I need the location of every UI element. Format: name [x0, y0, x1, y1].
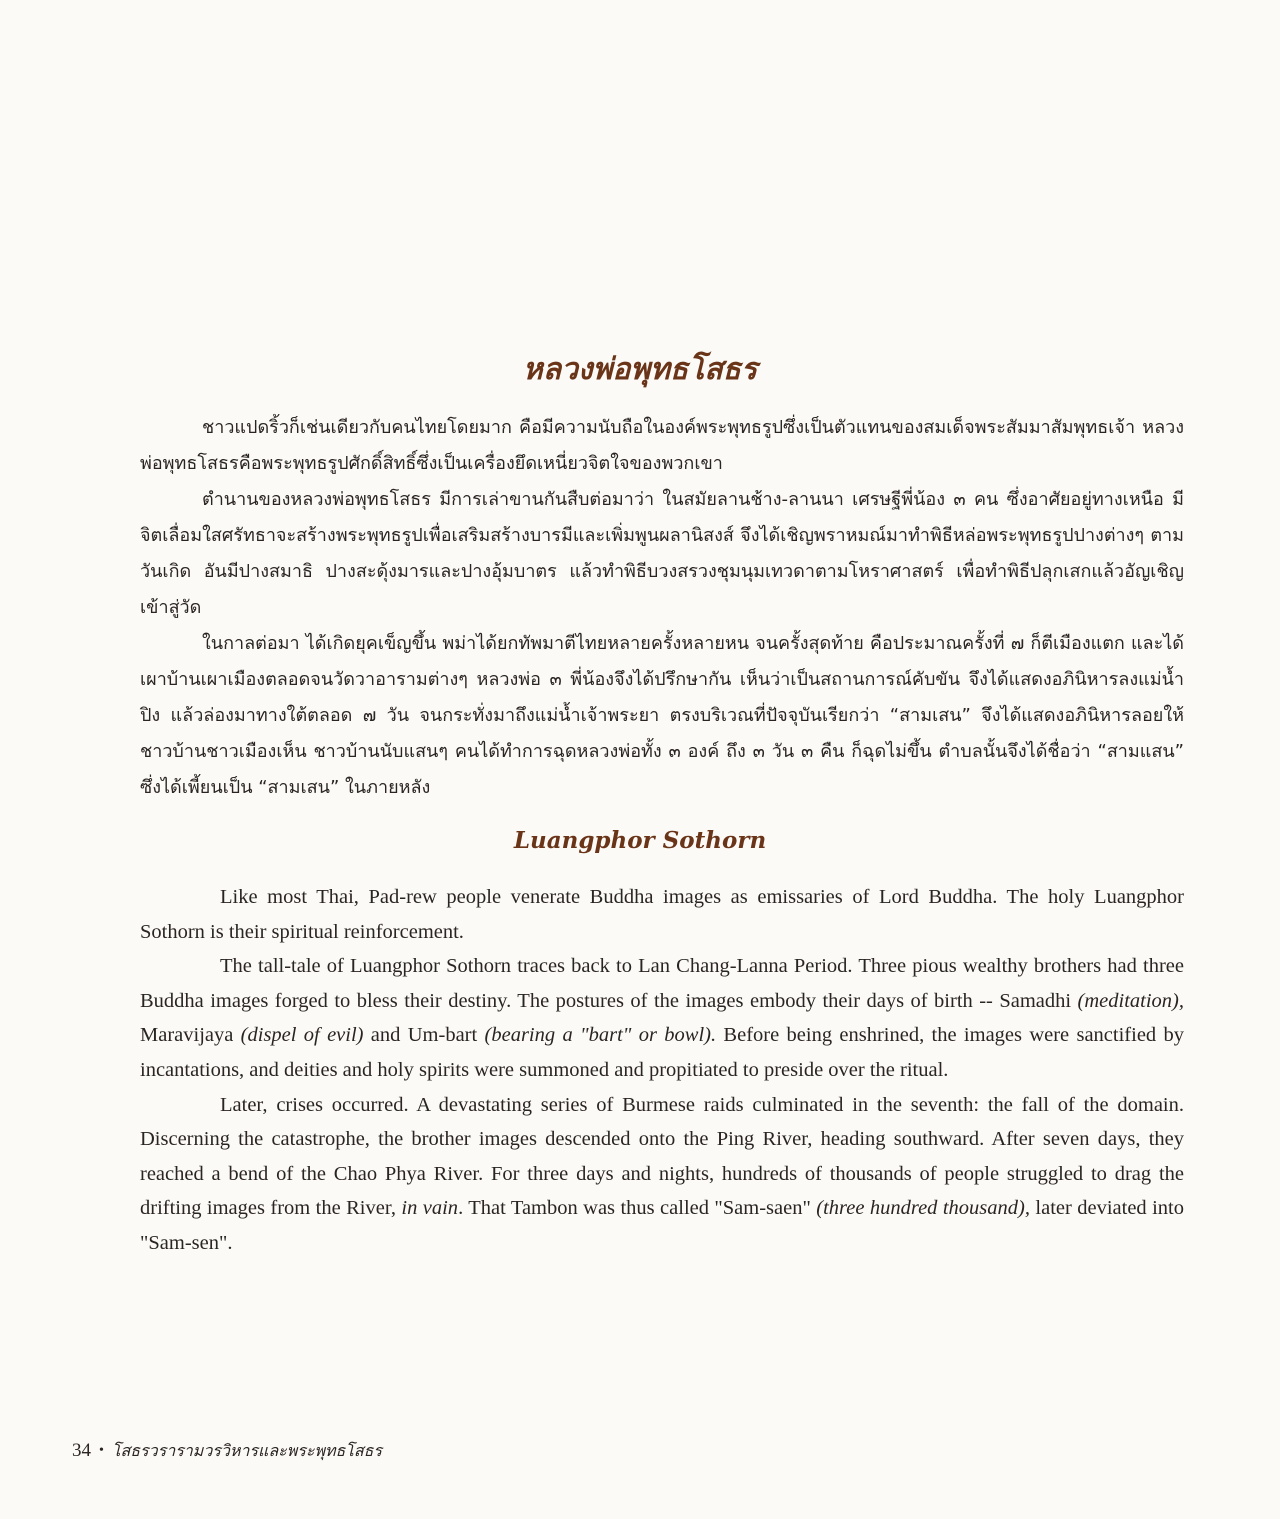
page-footer: [72, 1438, 382, 1464]
p3-text-b: . That Tambon was thus called "Sam-saen": [458, 1197, 817, 1220]
thai-paragraph-2: ตำนานของหลวงพ่อพุทธโสธร มีการเล่าขานกันสืบต่อมาว่า ในสมัยลานช้าง-ลานนา เศรษฐีพี่น้อง ๓ คน ซึ่งอาศัยอยู่ทางเหนือ มีจิตเลื่อมใสศรัทธาจะสร้างพระพุทธรูปเพื่อเสริมสร้างบารมีและเพิ่มพูนผลานิสงส์ จึงได้เชิญพราหมณ์มาทำพิธีหล่อพระพุทธรูปปางต่างๆ ตามวันเกิด อันมีปางสมาธิ ปางสะดุ้งมารและปางอุ้มบาตร แล้วทำพิธีบวงสรวงชุมนุมเทวดาตามโหราศาสตร์ เพื่อทำพิธีปลุกเสกแล้วอัญเชิญเข้าสู่วัด: [140, 489, 1184, 618]
thai-paragraph-1: ชาวแปดริ้วก็เช่นเดียวกับคนไทยโดยมาก คือมีความนับถือในองค์พระพุทธรูปซึ่งเป็นตัวแทนของสมเด็จพระสัมมาสัมพุทธเจ้า หลวงพ่อพุทธโสธรคือพระพุทธรูปศักดิ์สิทธิ์ซึ่งเป็นเครื่องยึดเหนี่ยวจิตใจของพวกเขา: [140, 417, 1184, 474]
p3-text-c: later deviated into "Sam-sen".: [140, 1197, 1184, 1254]
p2-italic-meditation: (meditation),: [1077, 989, 1184, 1012]
p2-text-c: and Um-bart: [363, 1024, 485, 1047]
p3-text-a: Later, crises occurred. A devastating series of Burmese raids culminated in the seventh: the fall of the domain. Discerning the catastrophe, the brother images descended onto the Ping River, heading southward. After seven days, they reached a bend of the Chao Phya River. For three days and nights, hundreds of thousands of people struggled to drag the drifting images from the River,: [140, 1093, 1184, 1220]
english-section-title: Luangphor Sothorn: [513, 827, 767, 854]
p2-italic-bowl: (bearing a "bart" or bowl).: [484, 1024, 717, 1047]
thai-body: [140, 410, 1184, 806]
p3-italic-in-vain: in vain: [401, 1197, 459, 1220]
page-number: 34: [72, 1440, 91, 1461]
english-paragraph-2: [140, 949, 1184, 1087]
p2-text-d: Before being enshrined, the images were sanctified by incantations, and deities and holy spirits were summoned and propitiated to preside over the ritual.: [140, 1024, 1184, 1081]
english-paragraph-3: [140, 1088, 1184, 1261]
thai-section-title: หลวงพ่อพุทธโสธร: [522, 352, 758, 387]
book-title: โสธรวรารามวรวิหารและพระพุทธโสธร: [111, 1441, 383, 1460]
english-paragraph-1: Like most Thai, Pad-rew people venerate Buddha images as emissaries of Lord Buddha. The holy Luangphor Sothorn is their spiritual reinforcement.: [140, 886, 1184, 943]
p3-italic-three-hundred-thousand: (three hundred thousand),: [816, 1197, 1030, 1220]
p2-text-a: The tall-tale of Luangphor Sothorn traces back to Lan Chang-Lanna Period. Three pious wealthy brothers had three Buddha images forged to bless their destiny. The postures of the images embody their days of birth -- Samadhi: [140, 955, 1184, 1012]
english-body: [140, 880, 1184, 1261]
p2-italic-dispel: (dispel of evil): [240, 1024, 364, 1047]
footer-separator: •: [99, 1443, 104, 1458]
thai-paragraph-3: ในกาลต่อมา ได้เกิดยุคเข็ญขึ้น พม่าได้ยกทัพมาตีไทยหลายครั้งหลายหน จนครั้งสุดท้าย คือประมาณครั้งที่ ๗ ก็ตีเมืองแตก และได้เผาบ้านเผาเมืองตลอดจนวัดวาอารามต่างๆ หลวงพ่อ ๓ พี่น้องจึงได้ปรึกษากัน เห็นว่าเป็นสถานการณ์คับขัน จึงได้แสดงอภินิหารลงแม่น้ำปิง แล้วล่องมาทางใต้ตลอด ๗ วัน จนกระทั่งมาถึงแม่น้ำเจ้าพระยา ตรงบริเวณที่ปัจจุบันเรียกว่า “สามเสน” จึงได้แสดงอภินิหารลอยให้ชาวบ้านชาวเมืองเห็น ชาวบ้านนับแสนๆ คนได้ทำการฉุดหลวงพ่อทั้ง ๓ องค์ ถึง ๓ วัน ๓ คืน ก็ฉุดไม่ขึ้น ตำบลนั้นจึงได้ชื่อว่า “สามแสน” ซึ่งได้เพี้ยนเป็น “สามเสน” ในภายหลัง: [140, 633, 1184, 798]
p2-text-b: Maravijaya: [140, 1024, 241, 1047]
